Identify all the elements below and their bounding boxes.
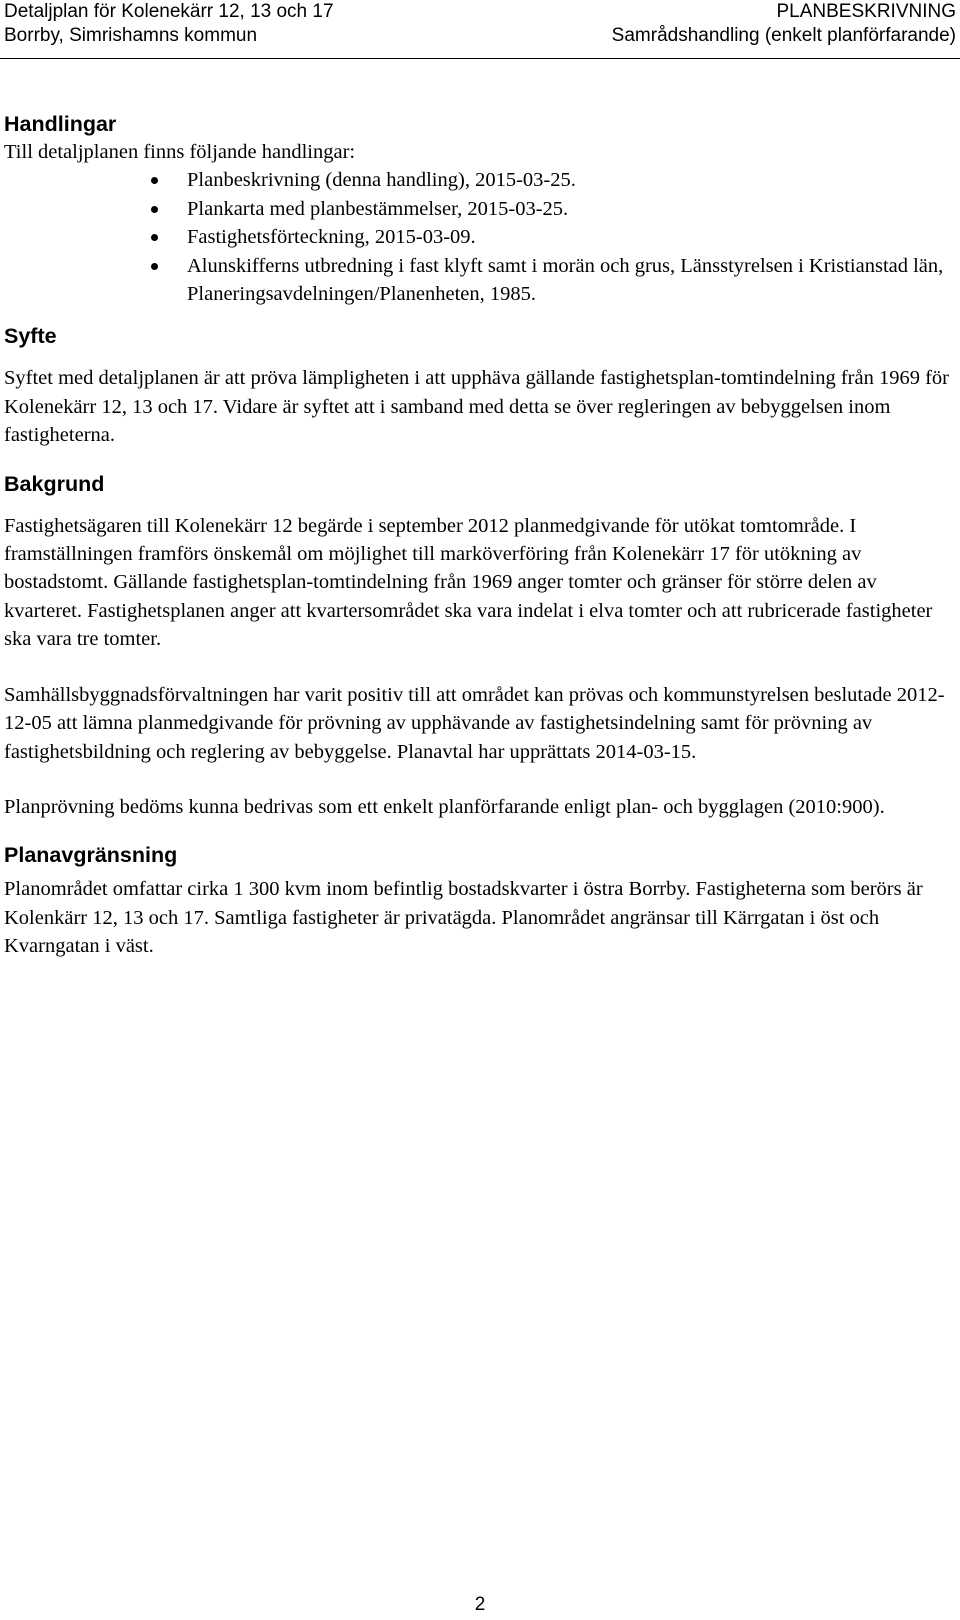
header-right [612, 0, 956, 48]
page-number: 2 [474, 1594, 486, 1615]
page-header [0, 0, 960, 59]
section-handlingar [4, 110, 956, 308]
section-heading-syfte: Syfte [4, 324, 57, 349]
list-item [187, 166, 956, 194]
section-heading-bakgrund: Bakgrund [4, 471, 105, 496]
document-location: Borrby, Simrishamns kommun [4, 25, 258, 46]
document-title: Detaljplan för Kolenekärr 12, 13 och 17 [4, 1, 334, 22]
bullet-icon [151, 206, 158, 213]
bakgrund-paragraph-2: Samhällsbyggnadsförvaltningen har varit positiv till att området kan prövas och kommunstyrelsen beslutade 2012-12-05 att lämna planmedgivande för prövning av upphävande av fastighetsindelning samt för prövning av fastighetsbildning och reglering av bebyggelse. Planavtal har upprättats 2014-03-15. [4, 683, 945, 763]
bakgrund-paragraph-3: Planprövning bedöms kunna bedrivas som ett enkelt planförfarande enligt plan- och bygglagen (2010:900). [4, 795, 885, 818]
section-syfte [4, 322, 956, 449]
bullet-icon [151, 263, 158, 270]
bullet-icon [151, 177, 158, 184]
bakgrund-paragraph-1: Fastighetsägaren till Kolenekärr 12 begärde i september 2012 planmedgivande för utökat tomtområde. I framställningen framförs önskemål om möjlighet till marköverföring från Kolenekärr 17 för utökning av bostadstomt. Gällande fastighetsplan-tomtindelning från 1969 anger tomter och gränser för större delen av kvarteret. Fastighetsplanen anger att kvartersområdet ska vara indelat i elva tomter och att rubricerade fastigheter ska vara tre tomter. [4, 514, 933, 651]
section-planavgransning [4, 841, 956, 960]
document-status: Samrådshandling (enkelt planförfarande) [611, 25, 956, 46]
list-item-text: Planbeskrivning (denna handling), 2015-03-25. [187, 169, 576, 192]
document-type: PLANBESKRIVNING [776, 1, 956, 22]
list-item-text: Fastighetsförteckning, 2015-03-09. [187, 226, 476, 249]
handlingar-intro: Till detaljplanen finns följande handlingar: [4, 141, 356, 163]
section-heading-handlingar: Handlingar [4, 112, 117, 136]
section-bakgrund [4, 470, 956, 822]
planavgransning-text: Planområdet omfattar cirka 1 300 kvm inom befintlig bostadskvarter i östra Borrby. Fastigheterna som berörs är Kolenkärr 12, 13 och 17. Samtliga fastigheter är privatägda. Planområdet angränsar till Kärrgatan i öst och Kvarngatan i väst. [4, 878, 923, 958]
list-item [187, 223, 956, 251]
list-item [187, 195, 956, 223]
bullet-icon [151, 234, 158, 241]
header-left [4, 0, 334, 48]
syfte-text: Syftet med detaljplanen är att pröva lämpligheten i att upphäva gällande fastighetsplan-tomtindelning från 1969 för Kolenekärr 12, 13 och 17. Vidare är syftet att i samband med detta se över regleringen av bebyggelsen inom fastigheterna. [4, 367, 949, 447]
list-item-text: Plankarta med planbestämmelser, 2015-03-25. [187, 197, 569, 220]
document-body [4, 110, 956, 961]
section-heading-planavgransning: Planavgränsning [4, 843, 178, 868]
list-item-text: Alunskifferns utbredning i fast klyft samt i morän och grus, Länsstyrelsen i Kristianstad län, Planeringsavdelningen/Planenheten, 1985. [187, 254, 944, 306]
list-item [187, 252, 956, 309]
handlingar-list [4, 166, 956, 308]
